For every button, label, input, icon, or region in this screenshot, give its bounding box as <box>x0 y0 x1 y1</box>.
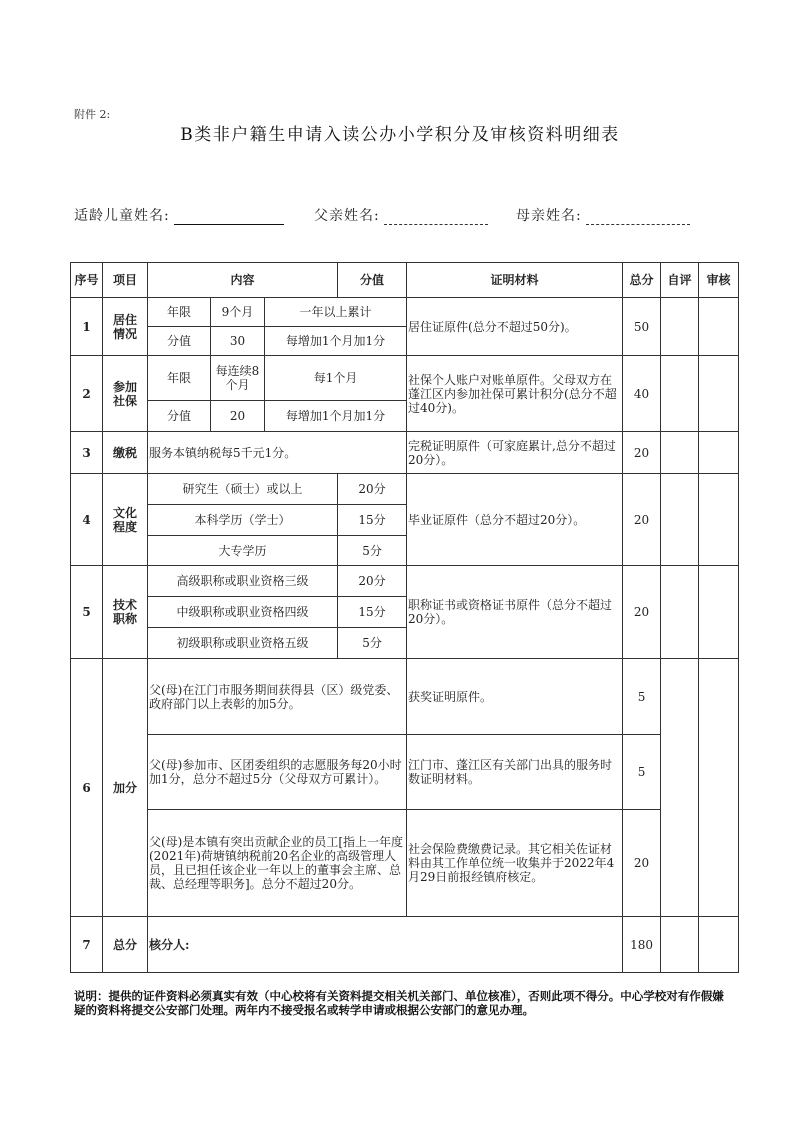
cell: 15分 <box>338 505 407 536</box>
row-item: 技术职称 <box>103 566 148 659</box>
father-name-field <box>314 205 488 225</box>
cell: 中级职称或职业资格四级 <box>148 597 338 628</box>
self-eval-cell[interactable] <box>661 474 699 566</box>
col-header-no: 序号 <box>71 263 103 298</box>
table-row <box>71 356 739 401</box>
self-eval-cell[interactable] <box>661 659 699 917</box>
review-cell[interactable] <box>699 474 739 566</box>
row-proof: 社保个人账户对账单原件。父母双方在蓬江区内参加社保可累计积分(总分不超过40分)。 <box>407 356 623 432</box>
child-name-field <box>74 205 284 225</box>
cell: 20 <box>211 401 265 432</box>
bonus-proof: 社会保险费缴费记录。其它相关佐证材料由其工作单位统一收集并于2022年4月29日前报经镇府核定。 <box>407 810 623 917</box>
cell: 每增加1个月加1分 <box>265 401 407 432</box>
cell: 研究生（硕士）或以上 <box>148 474 338 505</box>
row-item: 文化程度 <box>103 474 148 566</box>
col-header-total: 总分 <box>623 263 661 298</box>
bonus-content: 父(母)是本镇有突出贡献企业的员工[指上一年度(2021年)荷塘镇纳税前20名企业的高级管理人员，且已担任该企业一年以上的董事会主席、总裁、总经理等职务]。总分不超过20分。 <box>148 810 407 917</box>
row-item: 加分 <box>103 659 148 917</box>
cell: 15分 <box>338 597 407 628</box>
cell: 每1个月 <box>265 356 407 401</box>
cell: 每连续8个月 <box>211 356 265 401</box>
bonus-total: 20 <box>623 810 661 917</box>
bonus-total: 5 <box>623 659 661 735</box>
self-eval-cell[interactable] <box>661 917 699 973</box>
review-cell[interactable] <box>699 356 739 432</box>
cell: 5分 <box>338 536 407 566</box>
bonus-proof: 江门市、蓬江区有关部门出具的服务时数证明材料。 <box>407 735 623 810</box>
table-row <box>71 566 739 597</box>
scorer-field[interactable]: 核分人: <box>148 917 623 973</box>
mother-name-input[interactable] <box>586 212 690 225</box>
row-no: 7 <box>71 917 103 973</box>
cell: 分值 <box>148 401 211 432</box>
col-header-proof: 证明材料 <box>407 263 623 298</box>
table-row <box>71 917 739 973</box>
review-cell[interactable] <box>699 298 739 356</box>
row-proof: 毕业证原件（总分不超过20分）。 <box>407 474 623 566</box>
col-header-score: 分值 <box>338 263 407 298</box>
row-total: 40 <box>623 356 661 432</box>
row-no: 5 <box>71 566 103 659</box>
bonus-proof: 获奖证明原件。 <box>407 659 623 735</box>
table-row <box>71 735 739 810</box>
cell: 高级职称或职业资格三级 <box>148 566 338 597</box>
cell: 5分 <box>338 628 407 659</box>
bonus-content: 父(母)在江门市服务期间获得县（区）级党委、政府部门以上表彰的加5分。 <box>148 659 407 735</box>
child-name-label: 适龄儿童姓名: <box>74 208 170 224</box>
father-name-label: 父亲姓名: <box>314 208 380 224</box>
bonus-content: 父(母)参加市、区团委组织的志愿服务每20小时加1分，总分不超过5分（父母双方可累计）。 <box>148 735 407 810</box>
row-item: 参加社保 <box>103 356 148 432</box>
cell: 每增加1个月加1分 <box>265 327 407 356</box>
row-total: 50 <box>623 298 661 356</box>
document-title: B类非户籍生申请入读公办小学积分及审核资料明细表 <box>180 125 620 145</box>
bonus-total: 5 <box>623 735 661 810</box>
col-header-content: 内容 <box>148 263 338 298</box>
cell: 本科学历（学士） <box>148 505 338 536</box>
review-cell[interactable] <box>699 659 739 917</box>
score-table <box>70 262 739 973</box>
table-row <box>71 659 739 735</box>
row-no: 2 <box>71 356 103 432</box>
attachment-label: 附件 2: <box>74 108 111 121</box>
self-eval-cell[interactable] <box>661 356 699 432</box>
row-proof: 职称证书或资格证书原件（总分不超过20分）。 <box>407 566 623 659</box>
cell: 年限 <box>148 356 211 401</box>
row-no: 6 <box>71 659 103 917</box>
row-item: 缴税 <box>103 432 148 474</box>
review-cell[interactable] <box>699 917 739 973</box>
row-total: 20 <box>623 566 661 659</box>
cell: 分值 <box>148 327 211 356</box>
cell: 9个月 <box>211 298 265 327</box>
row-item: 总分 <box>103 917 148 973</box>
row-total: 180 <box>623 917 661 973</box>
review-cell[interactable] <box>699 432 739 474</box>
self-eval-cell[interactable] <box>661 298 699 356</box>
table-row <box>71 298 739 327</box>
row-total: 20 <box>623 474 661 566</box>
row-no: 1 <box>71 298 103 356</box>
table-row <box>71 810 739 917</box>
row-total: 20 <box>623 432 661 474</box>
col-header-review: 审核 <box>699 263 739 298</box>
self-eval-cell[interactable] <box>661 432 699 474</box>
mother-name-field <box>516 205 690 225</box>
cell: 大专学历 <box>148 536 338 566</box>
row-proof: 完税证明原件（可家庭累计,总分不超过20分）。 <box>407 432 623 474</box>
row-content: 服务本镇纳税每5千元1分。 <box>148 432 407 474</box>
row-no: 4 <box>71 474 103 566</box>
table-row <box>71 432 739 474</box>
father-name-input[interactable] <box>384 212 488 225</box>
cell: 20分 <box>338 566 407 597</box>
self-eval-cell[interactable] <box>661 566 699 659</box>
note-text: 说明：提供的证件资料必须真实有效（中心校将有关资料提交相关机关部门、单位核准），否则此项不得分。中心学校对有作假嫌疑的资料将提交公安部门处理。两年内不接受报名或转学申请或根据公安部门的意见办理。 <box>74 989 724 1017</box>
mother-name-label: 母亲姓名: <box>516 208 582 224</box>
child-name-input[interactable] <box>174 210 284 225</box>
table-header-row <box>71 263 739 298</box>
table-row <box>71 474 739 505</box>
cell: 一年以上累计 <box>265 298 407 327</box>
row-proof: 居住证原件(总分不超过50分)。 <box>407 298 623 356</box>
cell: 20分 <box>338 474 407 505</box>
col-header-self-eval: 自评 <box>661 263 699 298</box>
col-header-item: 项目 <box>103 263 148 298</box>
cell: 初级职称或职业资格五级 <box>148 628 338 659</box>
review-cell[interactable] <box>699 566 739 659</box>
row-item: 居住情况 <box>103 298 148 356</box>
cell: 年限 <box>148 298 211 327</box>
cell: 30 <box>211 327 265 356</box>
row-no: 3 <box>71 432 103 474</box>
